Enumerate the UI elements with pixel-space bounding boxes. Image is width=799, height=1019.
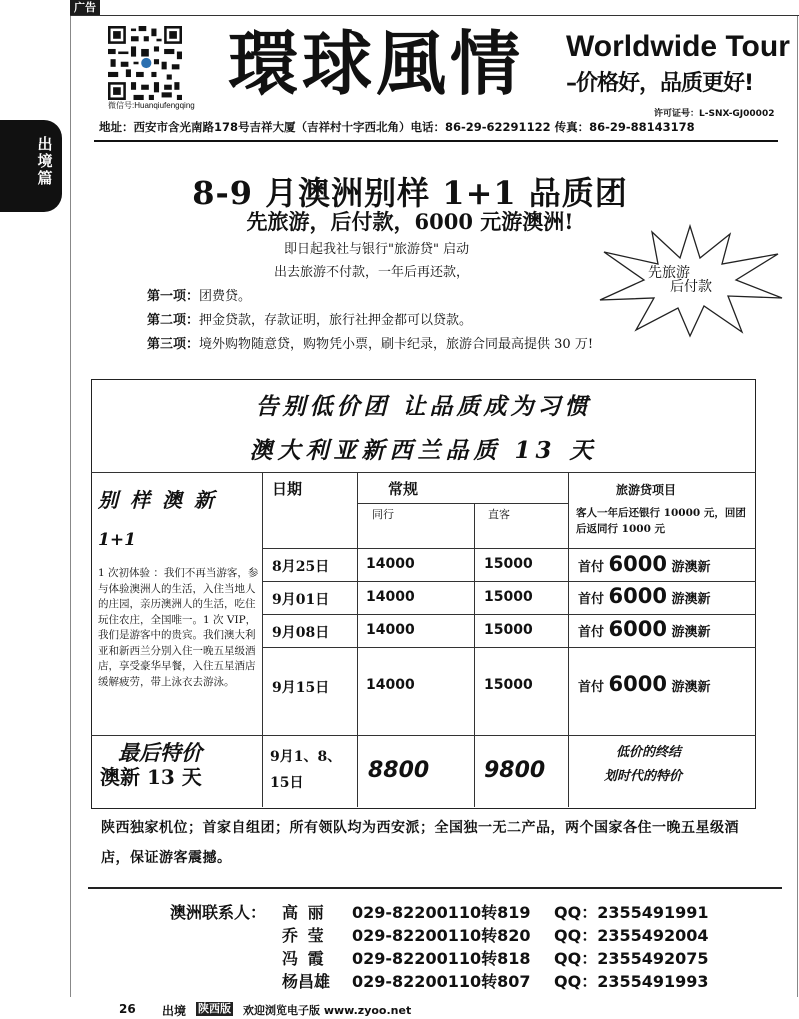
contact-name: 高 丽 [282, 903, 326, 922]
side-tab-label: 出境篇 [37, 135, 53, 187]
last-offer-note-2: 划时代的特价 [604, 769, 683, 784]
row-peer-price: 14000 [366, 589, 415, 605]
loan-pre: 首付 [578, 625, 605, 640]
loan-amount: 6000 [608, 552, 667, 576]
table-line [262, 614, 756, 615]
last-offer-dates: 9月1、8、15日 [270, 749, 342, 791]
loan-post: 游澳新 [671, 625, 711, 640]
footer-link-text[interactable]: 欢迎浏览电子版 www.zyoo.net [243, 1004, 412, 1017]
table-line [474, 503, 475, 807]
license-number: 许可证号：L-SNX-GJ00002 [654, 109, 775, 119]
loan-pre: 首付 [578, 592, 605, 607]
loan-post: 游澳新 [671, 680, 711, 695]
address-line: 地址：西安市含光南路178号吉祥大厦（吉祥村十字西北角）电话：86-29-62291122 传真：86-29-88143178 [99, 120, 695, 134]
burst-text-1: 先旅游 [648, 265, 690, 281]
header-regular: 常规 [388, 480, 419, 498]
contact-phone: 029-82200110转819 [352, 903, 531, 922]
top-rule [70, 15, 799, 16]
edition-badge: 陕西版 [198, 1002, 231, 1015]
table-line [357, 503, 568, 504]
row-loan [578, 552, 711, 576]
last-offer-direct-price: 9800 [484, 758, 546, 783]
last-offer-tour: 澳新 13 天 [100, 765, 202, 789]
row-direct-price: 15000 [484, 677, 533, 693]
contact-name: 冯 霞 [282, 949, 326, 968]
row-peer-price: 14000 [366, 677, 415, 693]
table-line [91, 472, 756, 473]
slogan: –价格好，品质更好! [566, 71, 754, 96]
item-3 [147, 334, 707, 356]
row-loan [578, 584, 711, 608]
contact-phone: 029-82200110转818 [352, 949, 531, 968]
loan-pre: 首付 [578, 680, 605, 695]
qr-code-icon [108, 26, 182, 100]
row-peer-price: 14000 [366, 622, 415, 638]
intro-line-2: 出去旅游不付款，一年后再还款， [274, 265, 470, 280]
row-direct-price: 15000 [484, 622, 533, 638]
table-line [262, 472, 263, 807]
row-date: 9月01日 [272, 592, 330, 608]
table-line [91, 735, 756, 736]
box-heading-1: 告别低价团 让品质成为习惯 [255, 393, 592, 420]
bottom-note: 陕西独家机位；首家自组团；所有领队均为西安派；全国独一无二产品，两个国家各住一晚五星级酒店，保证游客震撼。 [101, 820, 739, 866]
row-date: 9月08日 [272, 625, 330, 641]
table-line [568, 472, 569, 807]
row-loan [578, 672, 711, 696]
tour-number: 1+1 [98, 530, 136, 550]
row-date: 9月15日 [272, 680, 330, 696]
loan-amount: 6000 [608, 584, 667, 608]
header-divider [94, 140, 778, 142]
contact-phone: 029-82200110转807 [352, 972, 531, 991]
box-heading-2: 澳大利亚新西兰品质 13 天 [249, 437, 598, 464]
item-label: 第二项： [147, 313, 200, 328]
page-number: 26 [119, 1002, 136, 1016]
header-peer: 同行 [372, 508, 394, 521]
contact-qq: QQ：2355492075 [554, 949, 709, 968]
burst-text-2: 后付款 [670, 279, 712, 295]
row-peer-price: 14000 [366, 556, 415, 572]
last-offer-label: 最后特价 [118, 740, 202, 765]
contact-name: 杨昌雄 [282, 972, 331, 991]
table-line [262, 581, 756, 582]
brand-english: Worldwide Tour [566, 30, 790, 63]
row-direct-price: 15000 [484, 589, 533, 605]
item-1 [147, 286, 251, 308]
row-loan [578, 617, 711, 641]
header-loan: 旅游贷项目 [616, 483, 677, 497]
item-text: 境外购物随意贷，购物凭小票，刷卡纪录，旅游合同最高提供 30 万! [199, 337, 594, 352]
contact-qq: QQ：2355491991 [554, 903, 709, 922]
intro-line-1: 即日起我社与银行"旅游贷" 启动 [284, 242, 470, 257]
contact-divider [88, 887, 782, 889]
contact-qq: QQ：2355492004 [554, 926, 709, 945]
loan-amount: 6000 [608, 672, 667, 696]
item-text: 押金贷款，存款证明，旅行社押金都可以贷款。 [199, 313, 473, 328]
item-2 [147, 310, 472, 332]
tour-name: 别样澳新 [98, 488, 226, 512]
loan-pre: 首付 [578, 560, 605, 575]
contact-qq: QQ：2355491993 [554, 972, 709, 991]
wechat-id: 微信号:Huanqiufengqing [108, 101, 195, 110]
header-date: 日期 [272, 480, 303, 498]
last-offer-peer-price: 8800 [368, 758, 430, 783]
ad-tag: 广告 [70, 0, 100, 15]
main-title: 8-9 月澳洲别样 1+1 品质团 [192, 174, 628, 212]
row-direct-price: 15000 [484, 556, 533, 572]
loan-post: 游澳新 [671, 592, 711, 607]
sub-title: 先旅游，后付款，6000 元游澳洲! [246, 209, 574, 234]
contact-label: 澳洲联系人： [170, 903, 267, 922]
brand-logo-text: 環球風情 [228, 23, 524, 105]
tour-description: 1 次初体验 ：我们不再当游客，参与体验澳洲人的生活，入住当地人的庄园，亲历澳洲人的生活，吃住玩住农庄，全国唯一。1 次 VIP，我们是游客中的贵宾。我们澳大利亚和新西兰分别入住一晚五星级酒店，享受豪华早餐，入住五星酒店缓解疲劳，带上泳衣去游泳。 [98, 567, 259, 688]
page-section: 出境 [162, 1004, 187, 1018]
table-line [262, 647, 756, 648]
item-text: 团费贷。 [199, 289, 252, 304]
loan-amount: 6000 [608, 617, 667, 641]
row-date: 8月25日 [272, 559, 330, 575]
loan-note: 客人一年后还银行 10000 元，回团后返同行 1000 元 [576, 507, 746, 535]
loan-post: 游澳新 [671, 560, 711, 575]
last-offer-note-1: 低价的终结 [616, 745, 682, 760]
contact-name: 乔 莹 [282, 926, 326, 945]
item-label: 第三项： [147, 337, 200, 352]
contact-phone: 029-82200110转820 [352, 926, 531, 945]
item-label: 第一项： [147, 289, 200, 304]
table-line [262, 548, 756, 549]
header-direct: 直客 [488, 508, 510, 521]
